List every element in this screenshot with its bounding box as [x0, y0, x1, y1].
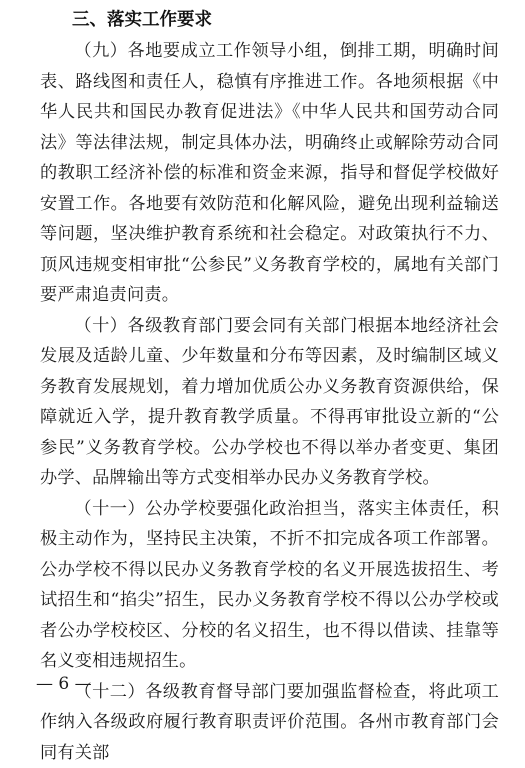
paragraph-10: （十）各级教育部门要会同有关部门根据本地经济社会发展及适龄儿童、少年数量和分布等因素，及时编制区域义务教育发展规划，着力增加优质公办义务教育资源供给，保障就近入学，提升教育教学质量。不得再审批设立新的“公参民”义务教育学校。公办学校也不得以举办者变更、集团办学、品牌输出等方式变相举办民办义务教育学校。 [40, 311, 499, 494]
paragraph-12: （十二）各级教育督导部门要加强监督检查，将此项工作纳入各级政府履行教育职责评价范围。各州市教育部门会同有关部 [40, 677, 499, 768]
page-number: — 6 — [36, 671, 92, 697]
section-heading: 三、落实工作要求 [40, 6, 499, 34]
paragraph-9: （九）各地要成立工作领导小组，倒排工期，明确时间表、路线图和责任人，稳慎有序推进工作。各地须根据《中华人民共和国民办教育促进法》《中华人民共和国劳动合同法》等法律法规，制定具体办法，明确终止或解除劳动合同的教职工经济补偿的标准和资金来源，指导和督促学校做好安置工作。各地要有效防范和化解风险，避免出现利益输送等问题，坚决维护教育系统和社会稳定。对政策执行不力、顶风违规变相审批“公参民”义务教育学校的，属地有关部门要严肃追责问责。 [40, 36, 499, 311]
paragraph-11: （十一）公办学校要强化政治担当，落实主体责任，积极主动作为，坚持民主决策，不折不扣完成各项工作部署。公办学校不得以民办义务教育学校的名义开展选拔招生、考试招生和“掐尖”招生，民办义务教育学校不得以公办学校或者公办学校校区、分校的名义招生，也不得以借读、挂靠等名义变相违规招生。 [40, 494, 499, 677]
